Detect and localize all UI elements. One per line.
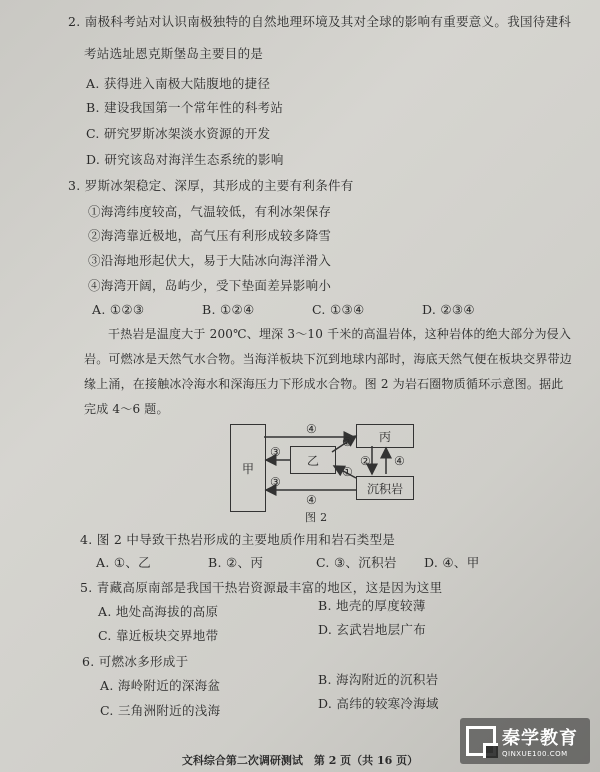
q6-option-b: B. 海沟附近的沉积岩 <box>318 672 439 687</box>
q3-item-3: ③沿海地形起伏大，易于大陆冰向海洋滑入 <box>88 253 332 268</box>
brand-url: QINXUE100.COM <box>502 750 568 758</box>
q6-option-a: A. 海岭附近的深海盆 <box>100 678 221 693</box>
q6-option-c: C. 三角洲附近的浅海 <box>100 703 221 718</box>
q3-option-a: A. ①②③ <box>92 302 145 317</box>
label-bottom-4: ④ <box>306 493 317 507</box>
label-left-low-3: ③ <box>270 475 281 489</box>
q2-option-b: B. 建设我国第一个常年性的科考站 <box>86 100 284 115</box>
q6-stem: 6. 可燃冰多形成于 <box>82 654 189 669</box>
box-yi: 乙 <box>290 446 336 474</box>
q2-option-c: C. 研究罗斯冰架淡水资源的开发 <box>86 126 271 141</box>
q3-stem: 3. 罗斯冰架稳定、深厚，其形成的主要有利条件有 <box>68 178 354 193</box>
brand-logo <box>460 718 590 764</box>
label-top-4: ④ <box>306 422 317 436</box>
q3-option-b: B. ①②④ <box>202 302 255 317</box>
q3-item-4: ④海湾开阔，岛屿少，受下垫面差异影响小 <box>88 278 332 293</box>
q2-stem-line2: 考站选址恩克斯堡岛主要目的是 <box>84 46 264 61</box>
brand-mark-icon <box>466 726 496 756</box>
q2-option-d: D. 研究该岛对海洋生态系统的影响 <box>86 152 284 167</box>
q2-option-a: A. 获得进入南极大陆腹地的捷径 <box>86 76 271 91</box>
q3-item-1: ①海湾纬度较高，气温较低，有利冰架保存 <box>88 204 332 219</box>
q5-option-a: A. 地处高海拔的高原 <box>98 604 219 619</box>
q3-option-c: C. ①③④ <box>312 302 365 317</box>
q3-item-2: ②海湾靠近极地，高气压有利形成较多降雪 <box>88 228 332 243</box>
q4-option-a: A. ①、乙 <box>96 555 151 570</box>
q4-option-b: B. ②、丙 <box>208 555 264 570</box>
brand-name: 秦学教育 <box>502 728 578 749</box>
box-jia: 甲 <box>230 424 266 512</box>
q5-option-d: D. 玄武岩地层广布 <box>318 622 427 637</box>
figure-caption: 图 2 <box>305 511 328 524</box>
q6-option-d: D. 高纬的较寒冷海域 <box>318 696 439 711</box>
passage-text: 干热岩是温度大于 200℃、埋深 3～10 千米的高温岩体，这种岩体的绝大部分为侵入岩。可燃冰是天然气水合物。当海洋板块下沉到地球内部时，海底天然气便在板块交界带边缘上涌，在接触冰冷海水和深海压力下形成水合物。图 2 为岩石圈物质循环示意图。据此完成 4～6 题。 <box>84 327 573 416</box>
label-left-3: ③ <box>270 445 281 459</box>
label-right-4: ④ <box>394 454 405 468</box>
q5-option-b: B. 地壳的厚度较薄 <box>318 598 426 613</box>
q2-stem-line1: 2. 南极科考站对认识南极独特的自然地理环境及其对全球的影响有重要意义。我国待建科 <box>68 14 572 29</box>
label-diag-1: ① <box>342 465 353 479</box>
box-bing: 丙 <box>356 424 414 448</box>
q4-stem: 4. 图 2 中导致干热岩形成的主要地质作用和岩石类型是 <box>80 532 396 547</box>
q5-option-c: C. 靠近板块交界地带 <box>98 628 219 643</box>
q4-option-c: C. ③、沉积岩 <box>316 555 397 570</box>
brand-text <box>502 724 578 758</box>
page-footer: 文科综合第二次调研测试 第 2 页（共 16 页） <box>181 754 419 767</box>
label-right-2: ② <box>360 454 371 468</box>
q5-stem: 5. 青藏高原南部是我国干热岩资源最丰富的地区，这是因为这里 <box>80 580 443 595</box>
label-diag-2: ② <box>342 435 353 449</box>
box-sedimentary: 沉积岩 <box>356 476 414 500</box>
q3-option-d: D. ②③④ <box>422 302 475 317</box>
q4-option-d: D. ④、甲 <box>424 555 480 570</box>
